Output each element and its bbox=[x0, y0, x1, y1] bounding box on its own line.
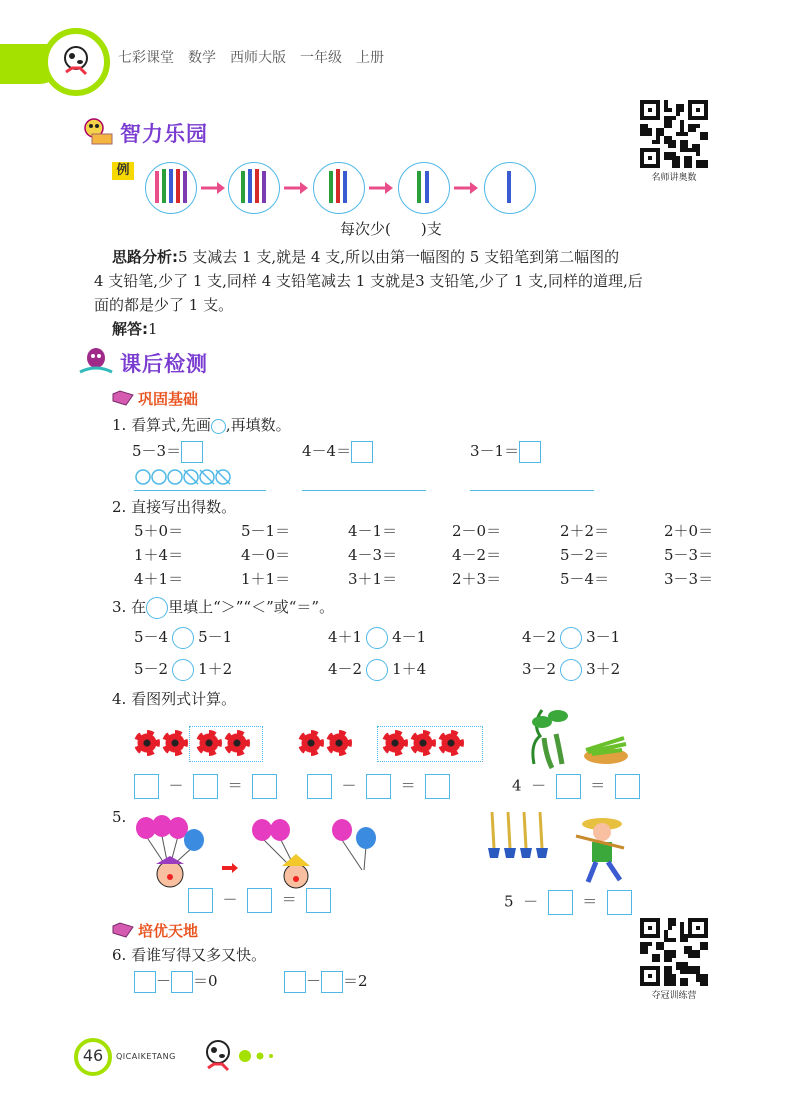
q2-expression: 2＋0＝ bbox=[664, 522, 714, 540]
equals-sign: ＝ bbox=[400, 776, 416, 795]
test-section-title: 课后检测 bbox=[120, 352, 208, 376]
answer-box[interactable] bbox=[425, 774, 450, 799]
minus-sign: － bbox=[222, 890, 238, 909]
answer-line-1[interactable] bbox=[134, 490, 266, 491]
q6-eq-1 bbox=[134, 970, 218, 993]
arrow-icon bbox=[201, 180, 225, 194]
q3-right-expr: 1＋2 bbox=[198, 660, 233, 678]
q5-eq-1 bbox=[188, 888, 331, 913]
flower-icon bbox=[196, 730, 222, 756]
q3-text-b: 里填上“＞”“＜”或“＝”。 bbox=[168, 598, 335, 616]
q3-left-expr: 3－2 bbox=[522, 660, 557, 678]
balloon-clown-image-b bbox=[242, 810, 380, 890]
compare-circle[interactable] bbox=[172, 627, 194, 649]
answer-box[interactable] bbox=[607, 890, 632, 915]
pencil-group-2 bbox=[398, 162, 450, 214]
answer-line-2[interactable] bbox=[302, 490, 426, 491]
q2-expression: 3－3＝ bbox=[664, 570, 714, 588]
q3-right-expr: 1＋4 bbox=[392, 660, 427, 678]
answer-box[interactable] bbox=[247, 888, 272, 913]
answer-label: 解答: bbox=[112, 320, 148, 338]
pencil-group-1 bbox=[484, 162, 536, 214]
q3-left-expr: 4＋1 bbox=[328, 628, 363, 646]
q1-drawn-circles bbox=[134, 468, 244, 486]
footer-dog-icon bbox=[200, 1036, 236, 1072]
q2-expression: 3＋1＝ bbox=[348, 570, 398, 588]
equals-sign: ＝ bbox=[227, 776, 243, 795]
footer-brand: QICAIKETANG bbox=[116, 1052, 176, 1061]
answer-box[interactable] bbox=[171, 971, 193, 993]
answer-box[interactable] bbox=[252, 774, 277, 799]
balloon-clown-image-a bbox=[132, 814, 212, 890]
dog-mascot-icon bbox=[58, 42, 94, 78]
q1-eq-1 bbox=[132, 440, 203, 463]
advanced-subtitle: 培优天地 bbox=[138, 922, 199, 940]
analysis-text-1: 5 支减去 1 支,就是 4 支,所以由第一幅图的 5 支铅笔到第二幅图的 bbox=[178, 248, 620, 266]
arrow-icon bbox=[369, 180, 393, 194]
q2-expression: 5－3＝ bbox=[664, 546, 714, 564]
compare-circle[interactable] bbox=[560, 627, 582, 649]
puzzle-section-icon bbox=[78, 116, 114, 148]
flower-group-a bbox=[134, 730, 190, 756]
answer-box[interactable] bbox=[134, 971, 156, 993]
q2-expression: 5－4＝ bbox=[560, 570, 610, 588]
header-bar bbox=[0, 66, 800, 74]
q6-result-1: ＝0 bbox=[193, 972, 218, 990]
header-title: 七彩课堂 数学 西师大版 一年级 上册 bbox=[118, 50, 384, 66]
flower-icon bbox=[162, 730, 188, 756]
compare-circle[interactable] bbox=[366, 627, 388, 649]
q2-expression: 5－1＝ bbox=[241, 522, 291, 540]
q3-left-expr: 5－4 bbox=[134, 628, 169, 646]
analysis-line-1 bbox=[112, 246, 619, 267]
folder-icon bbox=[112, 390, 134, 406]
q3-left-expr: 4－2 bbox=[328, 660, 363, 678]
q3-text-a: 3. 在 bbox=[112, 598, 147, 616]
equals-sign: ＝ bbox=[582, 892, 598, 911]
compare-circle[interactable] bbox=[560, 659, 582, 681]
qr-code-2[interactable] bbox=[640, 918, 708, 986]
q2-expression: 4－0＝ bbox=[241, 546, 291, 564]
q4-label: 4. 看图列式计算。 bbox=[112, 690, 237, 708]
example-tag: 例 bbox=[112, 162, 134, 180]
q1-eq-3-text: 3－1＝ bbox=[470, 442, 520, 460]
minus-sign: － bbox=[531, 776, 547, 795]
answer-box[interactable] bbox=[193, 774, 218, 799]
flower-group-d bbox=[382, 730, 466, 756]
q6-label: 6. 看谁写得又多又快。 bbox=[112, 946, 267, 964]
answer-line-3[interactable] bbox=[470, 490, 594, 491]
q2-expression: 4－1＝ bbox=[348, 522, 398, 540]
footer-dots bbox=[238, 1048, 288, 1062]
q3-comparison bbox=[522, 658, 620, 681]
qr-code-1[interactable] bbox=[640, 100, 708, 168]
q2-expression: 2－0＝ bbox=[452, 522, 502, 540]
qr-caption-2: 夺冠训练营 bbox=[651, 991, 697, 1001]
flower-icon bbox=[298, 730, 324, 756]
answer-box[interactable] bbox=[548, 890, 573, 915]
shovels-boy-image bbox=[484, 808, 634, 890]
q1-eq-2 bbox=[302, 440, 373, 463]
flower-icon bbox=[410, 730, 436, 756]
q1-eq-1-text: 5－3＝ bbox=[132, 442, 182, 460]
flower-icon bbox=[382, 730, 408, 756]
q3-right-expr: 3＋2 bbox=[586, 660, 621, 678]
q3-right-expr: 3－1 bbox=[586, 628, 621, 646]
q2-expression: 4＋1＝ bbox=[134, 570, 184, 588]
q5-label: 5. bbox=[112, 808, 127, 826]
equals-sign: ＝ bbox=[281, 890, 297, 909]
q2-label: 2. 直接写出得数。 bbox=[112, 498, 237, 516]
puzzle-section-title: 智力乐园 bbox=[120, 122, 208, 146]
arrow-icon bbox=[454, 180, 478, 194]
flower-group-b bbox=[196, 730, 252, 756]
flower-icon bbox=[224, 730, 250, 756]
q1-text-end: ,再填数。 bbox=[225, 416, 291, 434]
q6-eq-2 bbox=[284, 970, 368, 993]
equals-sign: ＝ bbox=[590, 776, 606, 795]
four-number: 4 bbox=[512, 776, 522, 795]
q4-eq-2 bbox=[307, 774, 450, 799]
folder-icon bbox=[112, 922, 134, 938]
five-number: 5 bbox=[504, 892, 514, 911]
q3-comparison bbox=[328, 626, 426, 649]
test-section-icon bbox=[78, 346, 114, 378]
q2-expression: 5＋0＝ bbox=[134, 522, 184, 540]
answer-box[interactable] bbox=[188, 888, 213, 913]
answer-line bbox=[112, 318, 158, 339]
circle-shape-icon bbox=[211, 419, 226, 434]
minus-sign: － bbox=[523, 892, 539, 911]
q3-comparison bbox=[328, 658, 426, 681]
q3-left-expr: 4－2 bbox=[522, 628, 557, 646]
minus-sign: － bbox=[306, 972, 322, 990]
flower-icon bbox=[326, 730, 352, 756]
basics-subtitle: 巩固基础 bbox=[138, 390, 199, 408]
answer-box[interactable] bbox=[556, 774, 581, 799]
answer-box[interactable] bbox=[321, 971, 343, 993]
minus-sign: － bbox=[156, 972, 172, 990]
answer-box[interactable] bbox=[366, 774, 391, 799]
analysis-line-2: 4 支铅笔,少了 1 支,同样 4 支铅笔减去 1 支就是3 支铅笔,少了 1 支,同样的道理,后 bbox=[94, 272, 643, 290]
q1-text: 1. 看算式,先画 bbox=[112, 416, 211, 434]
flower-group-c bbox=[298, 730, 354, 756]
answer-value: 1 bbox=[148, 320, 158, 338]
minus-sign: － bbox=[341, 776, 357, 795]
q3-label bbox=[112, 596, 334, 619]
analysis-line-3: 面的都是少了 1 支。 bbox=[94, 296, 234, 314]
answer-box[interactable] bbox=[307, 774, 332, 799]
q3-comparison bbox=[522, 626, 620, 649]
arrow-red-icon bbox=[222, 858, 238, 868]
pencil-group-3 bbox=[313, 162, 365, 214]
q3-right-expr: 5－1 bbox=[198, 628, 233, 646]
q4-eq-3 bbox=[512, 774, 640, 799]
arrow-icon bbox=[284, 180, 308, 194]
q3-comparison bbox=[134, 658, 232, 681]
compare-circle[interactable] bbox=[366, 659, 388, 681]
q1-label bbox=[112, 414, 291, 435]
page-number: 46 bbox=[82, 1046, 104, 1065]
answer-box[interactable] bbox=[284, 971, 306, 993]
analysis-label: 思路分析: bbox=[112, 248, 178, 266]
flower-icon bbox=[134, 730, 160, 756]
q5-eq-2 bbox=[504, 890, 632, 915]
q2-expression: 2＋3＝ bbox=[452, 570, 502, 588]
q3-comparison bbox=[134, 626, 232, 649]
q2-expression: 4－3＝ bbox=[348, 546, 398, 564]
q2-expression: 4－2＝ bbox=[452, 546, 502, 564]
flower-icon bbox=[438, 730, 464, 756]
answer-box[interactable] bbox=[615, 774, 640, 799]
minus-sign: － bbox=[168, 776, 184, 795]
q1-eq-3 bbox=[470, 440, 541, 463]
q2-expression: 5－2＝ bbox=[560, 546, 610, 564]
qr-caption-1: 名师讲奥数 bbox=[651, 173, 697, 183]
q2-expression: 2＋2＝ bbox=[560, 522, 610, 540]
q3-left-expr: 5－2 bbox=[134, 660, 169, 678]
pencil-group-5 bbox=[145, 162, 197, 214]
pencil-group-4 bbox=[228, 162, 280, 214]
q3-right-expr: 4－1 bbox=[392, 628, 427, 646]
answer-box[interactable] bbox=[181, 441, 203, 463]
answer-box[interactable] bbox=[134, 774, 159, 799]
circle-shape-icon bbox=[146, 597, 168, 619]
answer-box[interactable] bbox=[519, 441, 541, 463]
q2-expression: 1＋4＝ bbox=[134, 546, 184, 564]
answer-box[interactable] bbox=[306, 888, 331, 913]
answer-box[interactable] bbox=[351, 441, 373, 463]
example-question: 每次少( )支 bbox=[340, 220, 442, 238]
q2-expression: 1＋1＝ bbox=[241, 570, 291, 588]
q4-eq-1 bbox=[134, 774, 277, 799]
bean-plant-image bbox=[522, 704, 632, 772]
q6-result-2: ＝2 bbox=[343, 972, 368, 990]
compare-circle[interactable] bbox=[172, 659, 194, 681]
q1-eq-2-text: 4－4＝ bbox=[302, 442, 352, 460]
